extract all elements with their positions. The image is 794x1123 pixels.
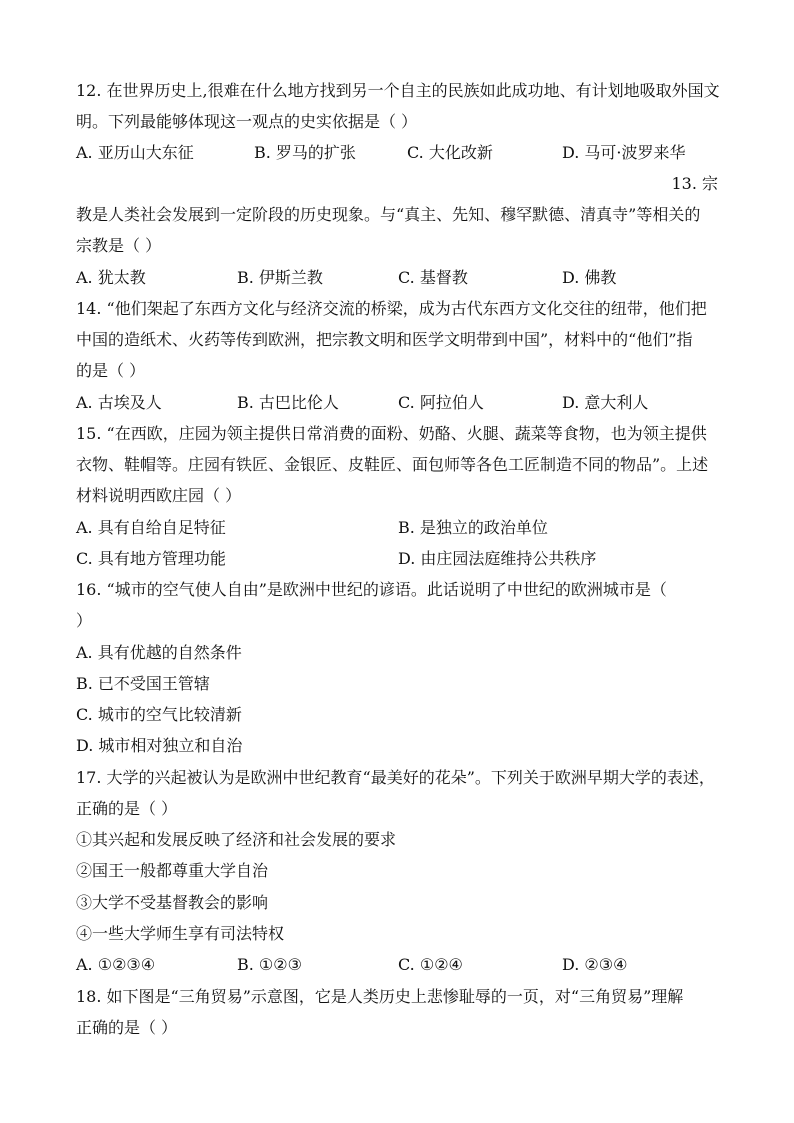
q13-option-c[interactable]: C. 基督教	[398, 268, 468, 287]
q13-stem-line2: 教是人类社会发展到一定阶段的历史现象。与“真主、先知、穆罕默德、清真寺”等相关的	[76, 205, 701, 224]
q15-option-b[interactable]: B. 是独立的政治单位	[398, 518, 548, 537]
q13-option-d[interactable]: D. 佛教	[562, 268, 617, 287]
q14-stem-line3: 的是（ ）	[76, 361, 146, 380]
q12-stem-line1: 12. 在世界历史上,很难在什么地方找到另一个自主的民族如此成功地、有计划地吸取外国文	[76, 81, 720, 100]
q16-stem-line2: ）	[76, 611, 93, 630]
q14-option-c[interactable]: C. 阿拉伯人	[398, 393, 484, 412]
q14-option-a[interactable]: A. 古埃及人	[76, 393, 162, 412]
q18-stem-line2: 正确的是（ ）	[76, 1018, 178, 1037]
q13-stem-line1: 13. 宗	[671, 174, 718, 193]
q15-stem-line1: 15. “在西欧，庄园为领主提供日常消费的面粉、奶酪、火腿、蔬菜等食物，也为领主提供	[76, 424, 707, 443]
q12-option-a[interactable]: A. 亚历山大东征	[76, 143, 194, 162]
q14-stem-line1: 14. “他们架起了东西方文化与经济交流的桥梁，成为古代东西方文化交往的纽带，他们把	[76, 299, 707, 318]
q16-option-b[interactable]: B. 已不受国王管辖	[76, 674, 210, 693]
q17-option-c[interactable]: C. ①②④	[398, 955, 463, 974]
q15-option-a[interactable]: A. 具有自给自足特征	[76, 518, 226, 537]
q16-option-d[interactable]: D. 城市相对独立和自治	[76, 736, 243, 755]
q17-statement-4: ④一些大学师生享有司法特权	[76, 924, 285, 943]
q16-stem-line1: 16. “城市的空气使人自由”是欧洲中世纪的谚语。此话说明了中世纪的欧洲城市是（	[76, 580, 667, 599]
q17-option-a[interactable]: A. ①②③④	[76, 955, 156, 974]
q15-option-d[interactable]: D. 由庄园法庭维持公共秩序	[398, 549, 597, 568]
q12-option-b[interactable]: B. 罗马的扩张	[254, 143, 356, 162]
q13-option-a[interactable]: A. 犹太教	[76, 268, 146, 287]
q12-option-c[interactable]: C. 大化改新	[407, 143, 493, 162]
q17-stem-line2: 正确的是（ ）	[76, 799, 178, 818]
q17-statement-3: ③大学不受基督教会的影响	[76, 893, 269, 912]
q13-option-b[interactable]: B. 伊斯兰教	[237, 268, 323, 287]
q13-stem-line3: 宗教是（ ）	[76, 236, 162, 255]
q17-statement-2: ②国王一般都尊重大学自治	[76, 861, 269, 880]
q17-option-b[interactable]: B. ①②③	[237, 955, 302, 974]
q15-option-c[interactable]: C. 具有地方管理功能	[76, 549, 226, 568]
q16-option-c[interactable]: C. 城市的空气比较清新	[76, 705, 242, 724]
q17-option-d[interactable]: D. ②③④	[562, 955, 628, 974]
q17-stem-line1: 17. 大学的兴起被认为是欧洲中世纪教育“最美好的花朵”。下列关于欧洲早期大学的表述，	[76, 768, 715, 787]
q15-stem-line3: 材料说明西欧庄园（ ）	[76, 486, 242, 505]
q17-statement-1: ①其兴起和发展反映了经济和社会发展的要求	[76, 830, 397, 849]
q14-option-d[interactable]: D. 意大利人	[562, 393, 649, 412]
q14-stem-line2: 中国的造纸术、火药等传到欧洲，把宗教文明和医学文明带到中国”，材料中的“他们”指	[76, 330, 693, 349]
q18-stem-line1: 18. 如下图是“三角贸易”示意图，它是人类历史上悲惨耻辱的一页，对“三角贸易”理解	[76, 987, 684, 1006]
q16-option-a[interactable]: A. 具有优越的自然条件	[76, 643, 242, 662]
q12-option-d[interactable]: D. 马可·波罗来华	[562, 143, 686, 162]
q12-stem-line2: 明。下列最能够体现这一观点的史实依据是（ ）	[76, 112, 418, 131]
q15-stem-line2: 衣物、鞋帽等。庄园有铁匠、金银匠、皮鞋匠、面包师等各色工匠制造不同的物品”。上述	[76, 455, 709, 474]
q14-option-b[interactable]: B. 古巴比伦人	[237, 393, 339, 412]
